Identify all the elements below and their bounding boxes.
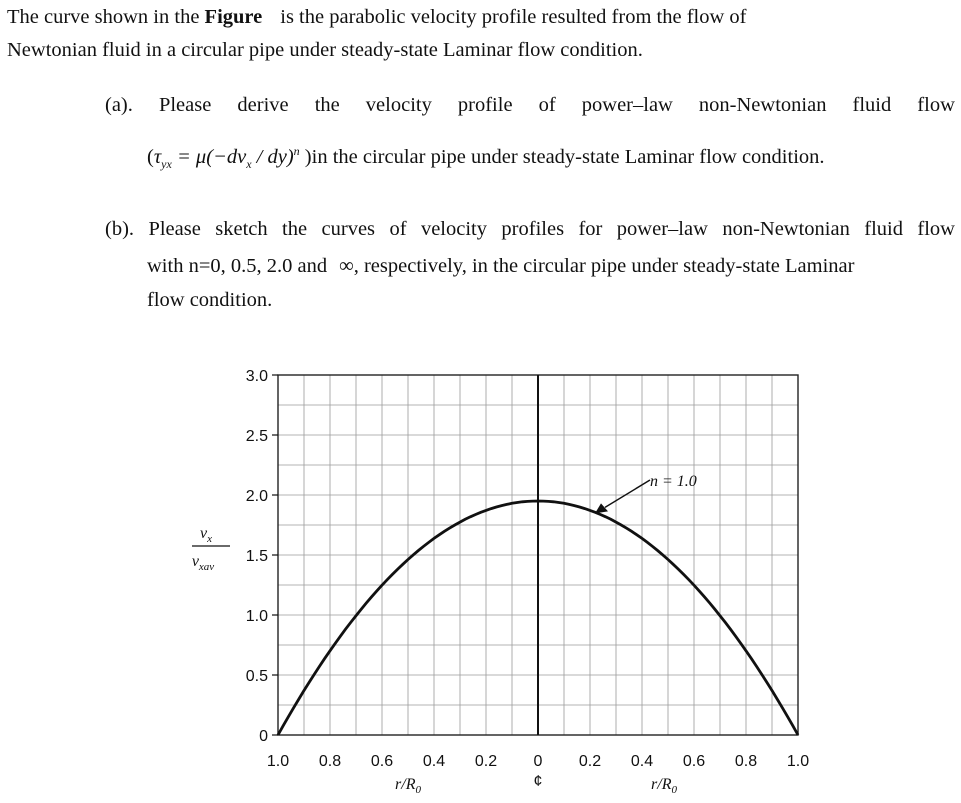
intro-text: The curve shown in the bbox=[7, 6, 200, 28]
part-b-word: fluid bbox=[864, 218, 903, 240]
infinity-symbol: ∞ bbox=[339, 255, 354, 277]
part-b-word: flow bbox=[917, 218, 955, 240]
part-a-word: (a). bbox=[105, 94, 133, 116]
y-tick-label: 0 bbox=[259, 728, 268, 745]
part-a-word: fluid bbox=[852, 94, 892, 116]
part-b-word: of bbox=[389, 218, 407, 240]
part-b-word: profiles bbox=[501, 218, 565, 240]
part-a-word: of bbox=[538, 94, 556, 116]
annotation-label: n = 1.0 bbox=[650, 473, 697, 490]
x-axis-label-right: $r/R_0$ bbox=[651, 776, 677, 796]
centerline-symbol: ¢ bbox=[533, 773, 543, 790]
part-b-word: power–law bbox=[616, 218, 708, 240]
part-b-word: (b). bbox=[105, 218, 135, 240]
part-b-word: non-Newtonian bbox=[722, 218, 850, 240]
part-a-text: in the circular pipe under steady-state Laminar flow condition. bbox=[311, 145, 825, 168]
part-a-word: Please bbox=[158, 94, 212, 116]
y-tick-label: 1.5 bbox=[245, 548, 268, 565]
part-a-word: the bbox=[314, 94, 340, 116]
x-tick-label: 1.0 bbox=[786, 753, 810, 770]
part-b-word: Please bbox=[148, 218, 201, 240]
part-b-word: for bbox=[578, 218, 603, 240]
x-tick-label: 0.2 bbox=[474, 753, 498, 770]
x-tick-label: 0.4 bbox=[630, 753, 654, 770]
y-tick-label: 0.5 bbox=[245, 668, 268, 685]
x-tick-label: 0.8 bbox=[318, 753, 342, 770]
x-axis-label-left: $r/R_0$ bbox=[395, 776, 421, 796]
x-tick-label: 0.4 bbox=[422, 753, 446, 770]
part-b-text-post: , respectively, in the circular pipe under steady-state Laminar bbox=[353, 255, 855, 277]
part-a-word: profile bbox=[457, 94, 513, 116]
part-a-word: velocity bbox=[365, 94, 432, 116]
y-tick-label: 1.0 bbox=[245, 608, 268, 625]
equation: ($\tau_{yx} = \mu(-dv_x / dy)^n$ ) bbox=[147, 144, 312, 171]
y-axis-label-denominator: $v_{xav}$ bbox=[191, 553, 215, 573]
chart-annotation bbox=[595, 473, 697, 513]
part-a-word: derive bbox=[237, 94, 289, 116]
x-tick-label: 0.2 bbox=[578, 753, 602, 770]
y-tick-label: 2.0 bbox=[245, 488, 268, 505]
y-tick-label: 3.0 bbox=[245, 368, 268, 385]
x-tick-label: 0.6 bbox=[370, 753, 394, 770]
part-b-word: the bbox=[282, 218, 308, 240]
part-b-text-pre: with n=0, 0.5, 2.0 and bbox=[147, 255, 328, 277]
part-a-word: non-Newtonian bbox=[698, 94, 827, 116]
x-tick-label: 1.0 bbox=[266, 753, 290, 770]
y-tick-label: 2.5 bbox=[245, 428, 268, 445]
part-b-word: velocity bbox=[420, 218, 487, 240]
intro-text-3: Newtonian fluid in a circular pipe under steady-state Laminar flow condition. bbox=[7, 39, 643, 61]
figure-word: Figure bbox=[204, 6, 263, 28]
x-tick-label: 0.6 bbox=[682, 753, 706, 770]
part-a-word: power–law bbox=[581, 94, 673, 116]
x-tick-label: 0 bbox=[533, 753, 543, 770]
x-tick-label: 0.8 bbox=[734, 753, 758, 770]
arrowhead-icon bbox=[595, 503, 608, 513]
part-b-word: curves bbox=[321, 218, 376, 240]
y-axis-label-numerator: $v_x$ bbox=[200, 525, 212, 545]
part-b-text-end: flow condition. bbox=[147, 289, 273, 311]
part-a-word: flow bbox=[917, 94, 955, 116]
intro-text-2: is the parabolic velocity profile resulted from the flow of bbox=[280, 6, 747, 28]
annotation-line bbox=[605, 480, 650, 507]
part-b-word: sketch bbox=[215, 218, 268, 240]
